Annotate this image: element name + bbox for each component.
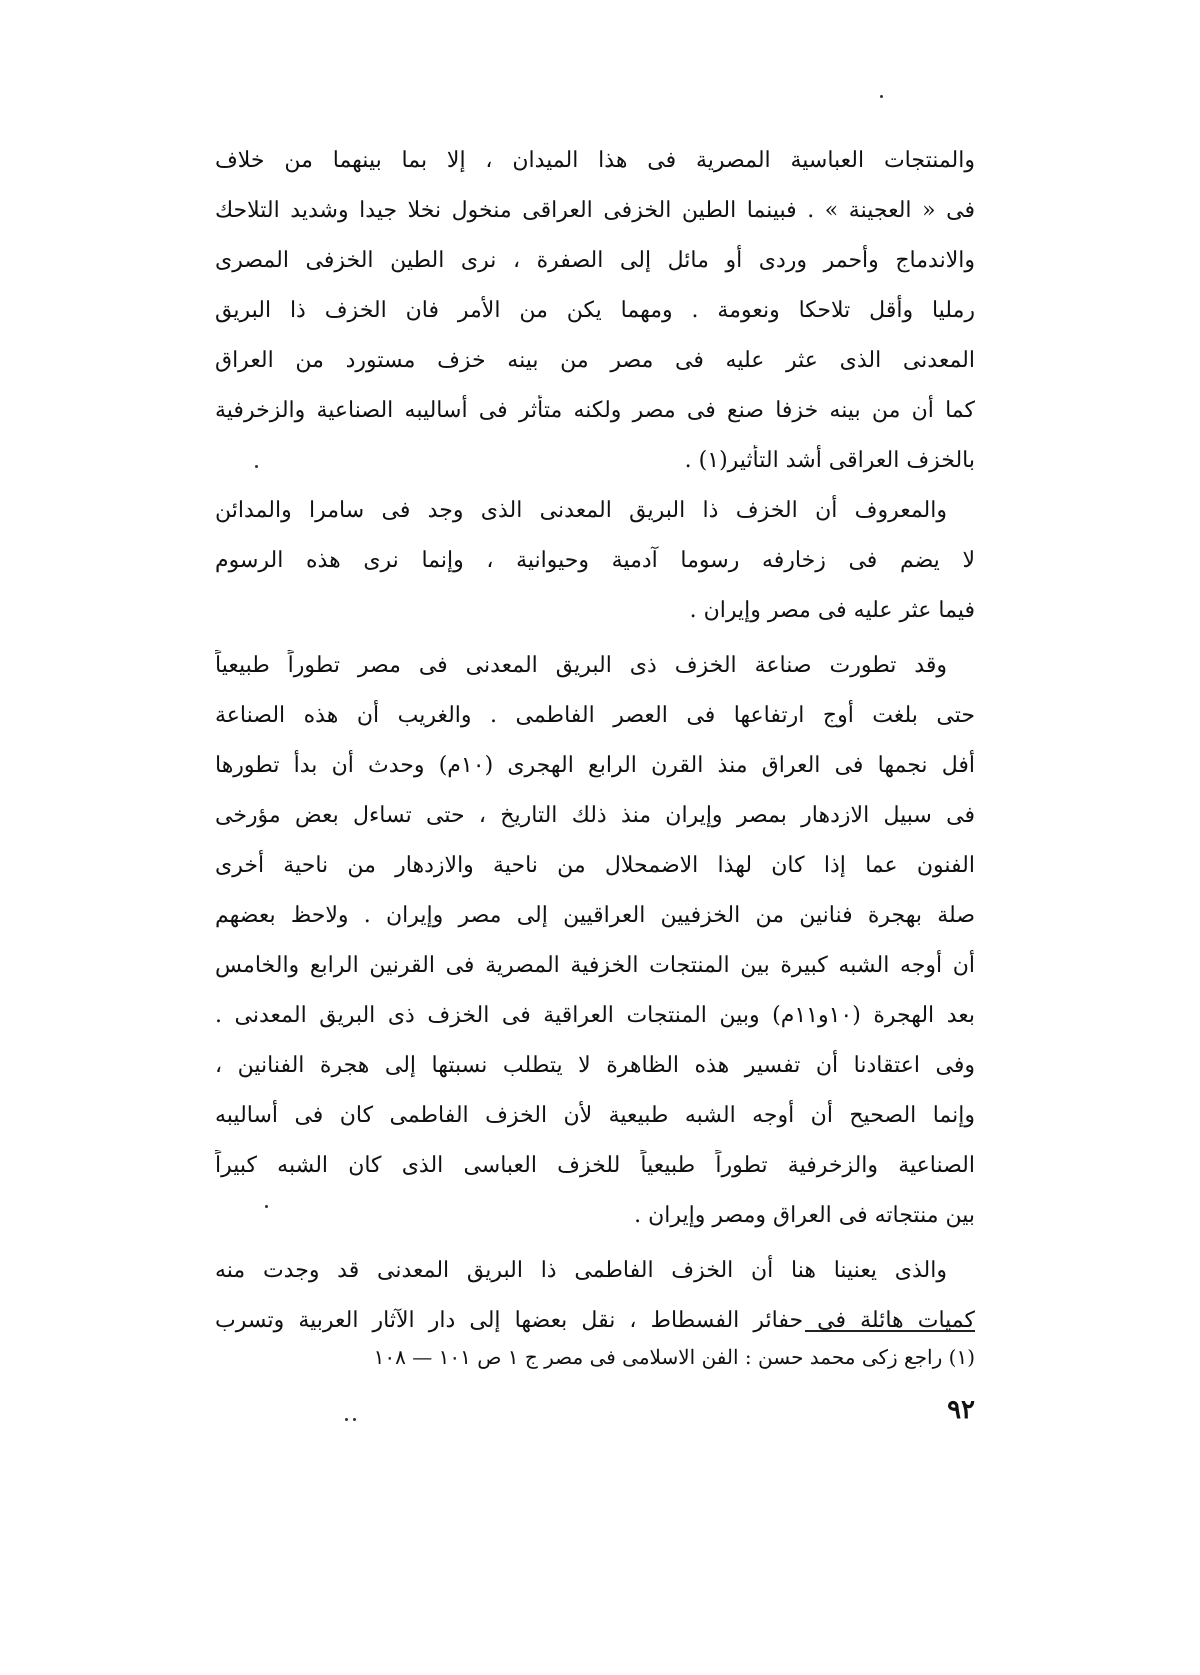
text-line: بين منتجاته فى العراق ومصر وإيران .	[634, 1203, 975, 1228]
text-line: كما أن من بينه خزفا صنع فى مصر ولكنه متأثر فى أساليبه الصناعية والزخرفية	[215, 398, 975, 423]
paragraph-4	[215, 1255, 975, 1355]
text-line: والاندماج وأحمر وردى أو مائل إلى الصفرة ، نرى الطين الخزفى المصرى	[215, 248, 975, 273]
text-line: بالخزف العراقى أشد التأثير(١) .	[684, 448, 975, 473]
scan-speck	[353, 1418, 356, 1421]
footnote: (١) راجع زكى محمد حسن : الفن الاسلامى فى مصر ج ١ ص ١٠١ — ١٠٨	[373, 1345, 975, 1369]
text-line: فى « العجينة » . فبينما الطين الخزفى العراقى منخول نخلا جيدا وشديد التلاحك	[215, 198, 975, 223]
text-line: والمنتجات العباسية المصرية فى هذا الميدان ، إلا بما بينهما من خلاف	[215, 148, 975, 173]
text-line: فى سبيل الازدهار بمصر وإيران منذ ذلك التاريخ ، حتى تساءل بعض مؤرخى	[215, 803, 975, 828]
text-line: وإنما الصحيح أن أوجه الشبه طبيعية لأن الخزف الفاطمى كان فى أساليبه	[215, 1103, 975, 1128]
text-line: الصناعية والزخرفية تطوراً طبيعياً للخزف العباسى الذى كان الشبه كبيراً	[215, 1153, 975, 1178]
text-line: وفى اعتقادنا أن تفسير هذه الظاهرة لا يتطلب نسبتها إلى هجرة الفنانين ،	[215, 1053, 975, 1078]
text-line: رمليا وأقل تلاحكا ونعومة . ومهما يكن من الأمر فان الخزف ذا البريق	[215, 298, 975, 323]
scan-speck	[255, 465, 258, 468]
text-line: وقد تطورت صناعة الخزف ذى البريق المعدنى فى مصر تطوراً طبيعياً	[215, 653, 947, 678]
paragraph-2	[215, 495, 975, 645]
paragraph-3	[215, 650, 975, 1250]
text-line: الفنون عما إذا كان لهذا الاضمحلال من ناحية والازدهار من ناحية أخرى	[215, 853, 975, 878]
text-line: والذى يعنينا هنا أن الخزف الفاطمى ذا البريق المعدنى قد وجدت منه	[215, 1258, 947, 1283]
text-line: والمعروف أن الخزف ذا البريق المعدنى الذى وجد فى سامرا والمدائن	[215, 498, 947, 523]
text-line: أن أوجه الشبه كبيرة بين المنتجات الخزفية المصرية فى القرنين الرابع والخامس	[215, 953, 975, 978]
text-line: لا يضم فى زخارفه رسوما آدمية وحيوانية ، وإنما نرى هذه الرسوم	[215, 548, 975, 573]
text-line: حتى بلغت أوج ارتفاعها فى العصر الفاطمى . والغريب أن هذه الصناعة	[215, 703, 975, 728]
paragraph-1	[215, 145, 975, 495]
text-line: المعدنى الذى عثر عليه فى مصر من بينه خزف مستورد من العراق	[215, 348, 975, 373]
text-line: أفل نجمها فى العراق منذ القرن الرابع الهجرى (١٠م) وحدث أن بدأ تطورها	[215, 753, 975, 778]
text-line: كميات هائلة فى حفائر الفسطاط ، نقل بعضها إلى دار الآثار العربية وتسرب	[215, 1308, 975, 1333]
text-line: صلة بهجرة فنانين من الخزفيين العراقيين إلى مصر وإيران . ولاحظ بعضهم	[215, 903, 975, 928]
footnote-divider	[805, 1330, 975, 1332]
scan-speck	[880, 95, 883, 98]
text-line: بعد الهجرة (١٠و١١م) وبين المنتجات العراقية فى الخزف ذى البريق المعدنى .	[215, 1003, 975, 1028]
page-number: ٩٢	[947, 1395, 975, 1425]
scan-speck	[345, 1418, 348, 1421]
scan-speck	[265, 1205, 268, 1208]
text-line: فيما عثر عليه فى مصر وإيران .	[689, 598, 975, 623]
